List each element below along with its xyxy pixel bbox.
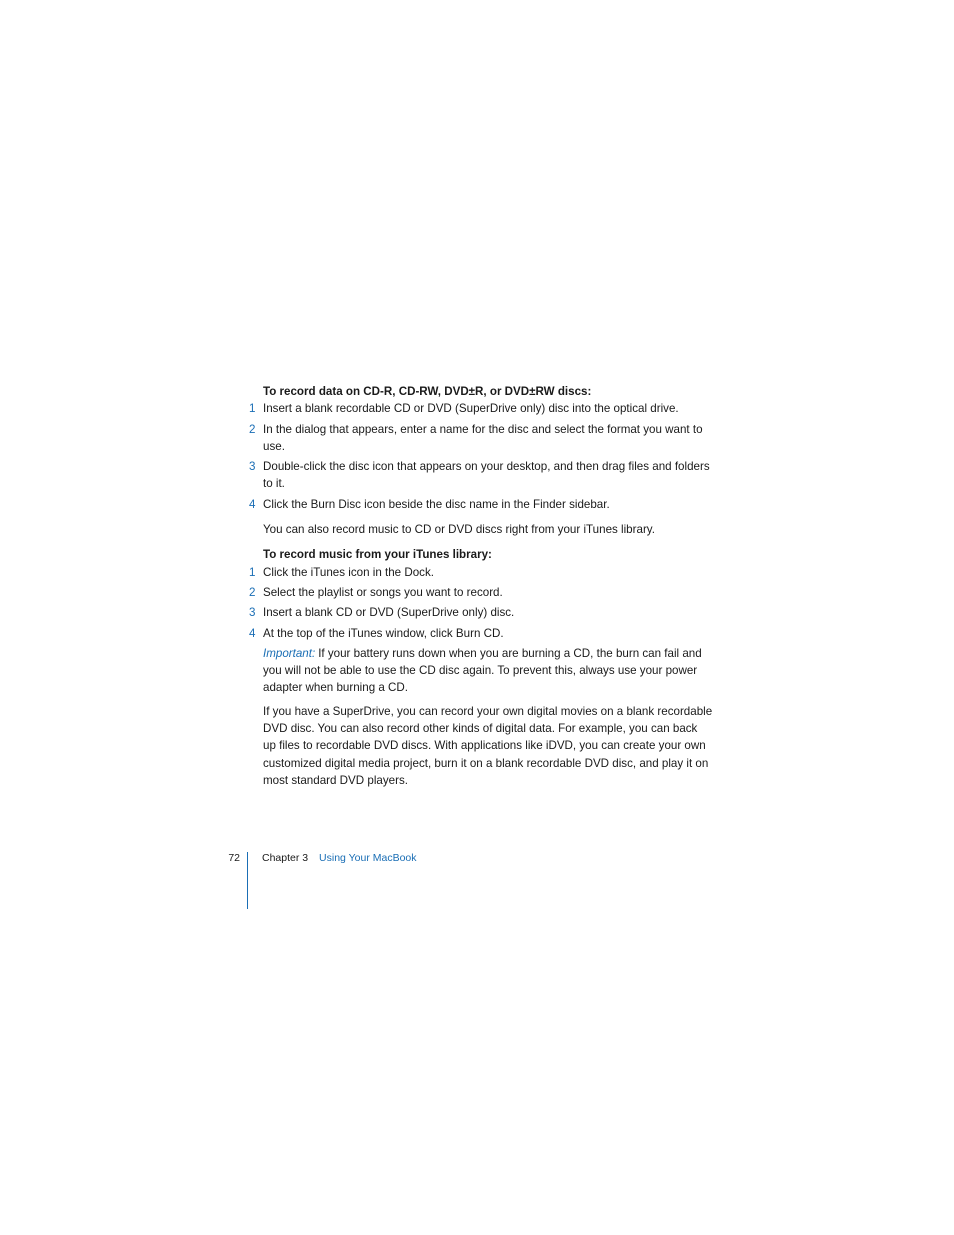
important-note [263, 645, 713, 697]
step-number: 3 [249, 606, 256, 620]
list-item [249, 625, 713, 642]
itunes-note: You can also record music to CD or DVD discs right from your iTunes library. [263, 523, 655, 537]
step-number: 3 [249, 460, 256, 474]
step-text: Insert a blank recordable CD or DVD (SuperDrive only) disc into the optical drive. [263, 402, 679, 416]
chapter-title: Using Your MacBook [319, 852, 417, 864]
step-text: At the top of the iTunes window, click Burn CD. [263, 626, 504, 640]
list-item [249, 564, 713, 581]
step-number: 1 [249, 402, 256, 416]
list-item [249, 458, 713, 493]
running-footer [262, 851, 417, 865]
step-number: 4 [249, 626, 256, 640]
step-number: 1 [249, 565, 256, 579]
step-text: In the dialog that appears, enter a name for the disc and select the format you want to use. [263, 422, 703, 453]
list-item [249, 421, 713, 456]
step-text: Insert a blank CD or DVD (SuperDrive only) disc. [263, 606, 515, 620]
list-item [249, 496, 713, 513]
step-number: 2 [249, 422, 256, 436]
step-text: Click the Burn Disc icon beside the disc name in the Finder sidebar. [263, 497, 610, 511]
page-number: 72 [228, 852, 240, 864]
list-item [249, 400, 713, 417]
superdrive-paragraph: If you have a SuperDrive, you can record your own digital movies on a blank recordable DVD disc. You can also record other kinds of digital data. For example, you can back up files to recordable DVD discs. With applications like iDVD, you can create your own customized digital media project, burn it on a blank recordable DVD disc, and play it on most standard DVD players. [263, 704, 713, 787]
list-item [249, 584, 713, 601]
step-text: Select the playlist or songs you want to record. [263, 585, 503, 599]
steps-list-record-data [249, 400, 713, 513]
chapter-label: Chapter 3 [262, 852, 309, 864]
list-item [249, 604, 713, 621]
page-content [249, 383, 713, 789]
section-heading-record-data: To record data on CD-R, CD-RW, DVD±R, or DVD±RW discs: [263, 385, 592, 398]
steps-list-record-music [249, 564, 713, 642]
important-text: If your battery runs down when you are burning a CD, the burn can fail and you will not be able to use the CD disc again. To prevent this, always use your power adapter when burning a CD. [263, 646, 702, 695]
important-label: Important: [263, 646, 316, 660]
footer-divider [247, 852, 248, 909]
section-heading-record-music: To record music from your iTunes library: [263, 548, 492, 562]
step-text: Double-click the disc icon that appears on your desktop, and then drag files and folders to it. [263, 460, 710, 491]
step-number: 2 [249, 585, 256, 599]
step-text: Click the iTunes icon in the Dock. [263, 565, 434, 579]
step-number: 4 [249, 497, 256, 511]
